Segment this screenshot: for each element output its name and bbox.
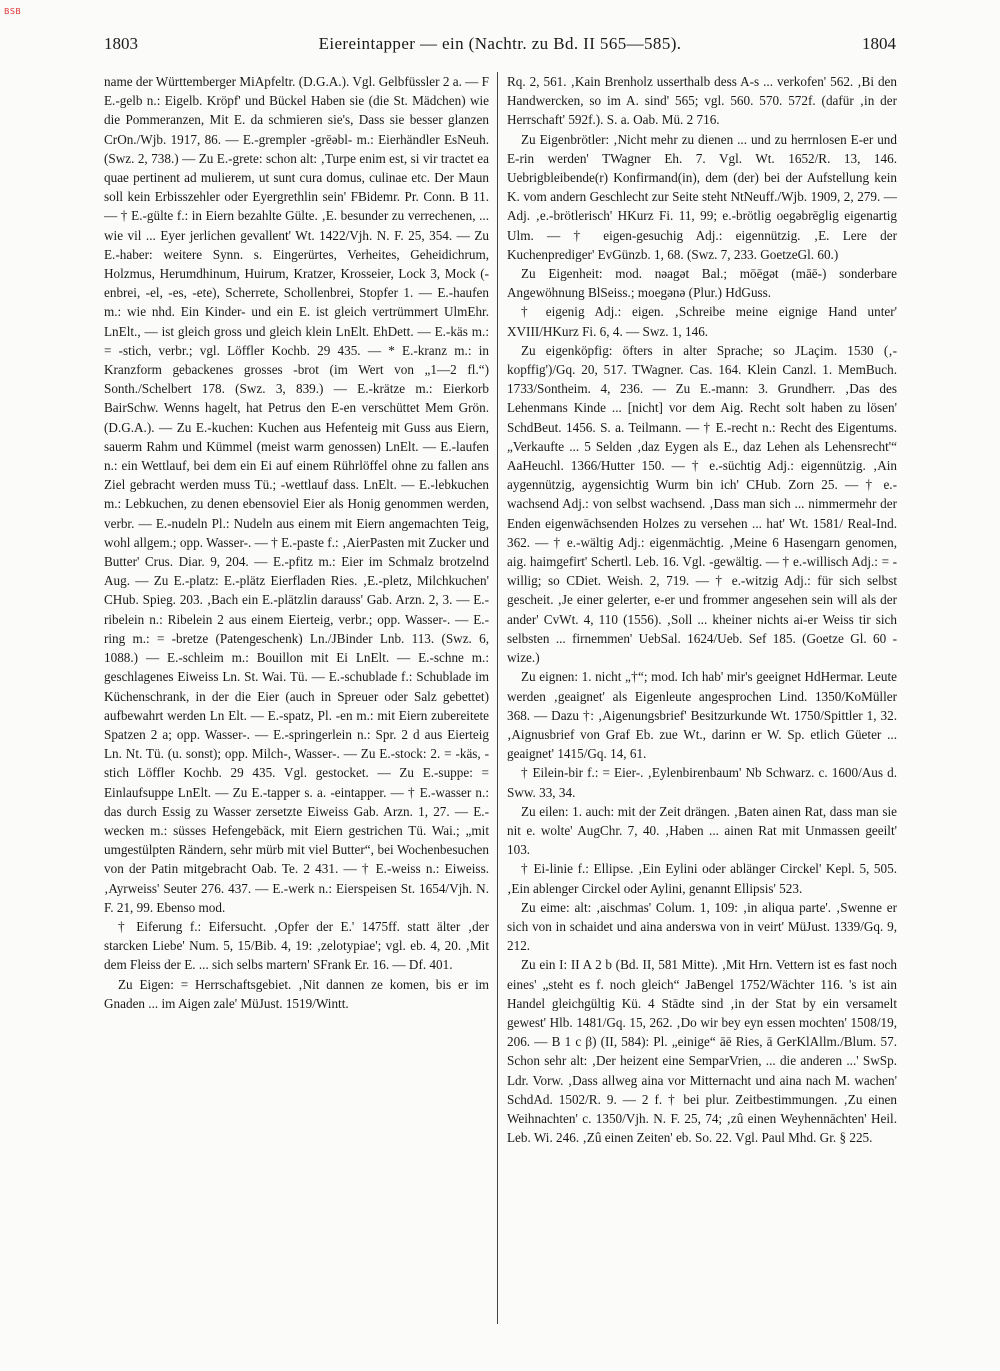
entry-paragraph: Rq. 2, 561. ‚Kain Brenholz usserthalb dess A-s ... verkofen' 562. ‚Bi den Handwercken, so im A. sind' 565; vgl. 560. 570. 572f. (dafür ‚in der Herrschaft' 592f.). S. a. Oab. Mü. 2 716.	[507, 74, 897, 128]
column-divider	[497, 72, 498, 1324]
entry-paragraph: Zu eime: alt: ‚aischmas' Colum. 1, 109: ‚in aliqua parte'. ‚Swenne er sich von in schaidet und aina anderswa von in veirt' MüJust. 1339/Gq. 9, 212.	[507, 899, 897, 954]
entry-paragraph: Zu eilen: 1. auch: mit der Zeit drängen. ‚Baten ainen Rat, dass man sie nit e. wolte' AugChr. 7, 40. ‚Haben ... ainen Rat mit Unmassen geeilt' 103.	[507, 803, 897, 858]
right-column	[507, 72, 897, 1332]
entry-paragraph: name der Württemberger MiApfeltr. (D.G.A.). Vgl. Gelbfüssler 2 a. — F E.-gelb n.: Eigelb. Kröpf' und Bückel Haben sie (die St. Mädchen) wie die Pommeranzen, Mit E. da schmieren sie's, Dass sie besser glanzen CrOn./Wjb. 1917, 86. — E.-grempler -grēəbl- m.: Eierhändler EsNeuh. (Swz. 2, 738.) — Zu E.-grete: schon alt: ‚Turpe enim est, si vir tractet ea quae pertinent ad mulierem, ut sunt cura domus, culinae etc. Der Maun soll kein Erbisszehler oder Eyergrethlin sein' FBidemr. Pr. Conn. B 11. — † E.-gülte f.: in Eiern bezahlte Gülte. ‚E. besunder zu verrechenen, ... wie vil ... Eyer jerlichen gevallent' Wt. 1422/Vjh. N. F. 25, 354. — Zu E.-haber: weitere Synn. s. Eingerürtes, Verheites, Geheidichrum, Holzmus, Herumdhinum, Huirum, Kratzer, Krosseier, Lock 3, Mock (-enbrei, -el, -es, -ete), Scherrete, Schollenbrei, Stopfer 1. — E.-haufen m.: wie nhd. Ein Kinder- und ein E. ist gleich vertrümmert UlmEhr. LnElt., — ist gleich gross und gleich klein LnElt. EhDett. — E.-käs m.: = -stich, verbr.; vgl. Löffler Kochb. 29 435. — * E.-kranz m.: in Kranzform gebackenes grosses -brot (im Wert von „1—2 fl.“) Sonth./Schelbert 178. (Swz. 3, 839.) — E.-krätze m.: Eierkorb BairSchw. Wenns hagelt, hat Petrus den E-en verschüttet Mem Grön. (D.G.A.). — Zu E.-kuchen: Kuchen aus Hefenteig mit Guss aus Eiern, sauerm Rahm und Kümmel (meist warm genossen) LnElt. — E.-laufen n.: ein Wettlauf, bei dem ein Ei auf einem Rührlöffel ohne zu fallen ans Ziel gebracht werden muss Tü.; -wettlauf dass. LnElt. — E.-lebkuchen m.: Lebkuchen, zu denen ebensoviel Eier als Honig genommen werden, verbr. — E.-nudeln Pl.: Nudeln aus einem mit Eiern angemachten Teig, wohl allgem.; opp. Wasser-. — † E.-paste f.: ‚AierPasten mit Zucker und Butter' Crus. Diar. 9, 204. — E.-pfitz m.: Eier im Schmalz brotzelnd Aug. — Zu E.-platz: E.-plätz Eierfladen Ries. ‚E.-pletz, Milchkuchen' CHub. Spieg. 203. ‚Bach ein E.-plätzlin darauss' Gab. Arzn. 2, 3. — E.-ribelein n.: Ribelein 2 aus einem Eierteig, verbr.; opp. Wasser-. — E.-ring m.: = -bretze (Patengeschenk) Ln./JBinder Lnb. 113. (Swz. 6, 1088.) — E.-schleim m.: Bouillon mit Ei LnElt. — E.-schne m.: geschlagenes Eiweiss Ln. St. Wai. Tü. — E.-schublade f.: Schublade im Küchenschrank, in der die Eier (auch in Spreuer oder Salz gebettet) aufbewahrt werden Ln Elt. — E.-spatz, Pl. -en m.: mit Eiern zubereitete Spatzen 2 a; opp. Wasser-. — E.-springerlein n.: Spr. 2 d aus Eierteig Ln. Nt. Tü. (u. sonst); opp. Milch-, Wasser-. — Zu E.-stock: 2. = -käs, -stich Löffler Kochb. 29 435. Vgl. gestocket. — Zu E.-suppe: = Einlaufsuppe LnElt. — Zu E.-tapper s. a. -eintapper. — † E.-wasser n.: das durch Essig zu Wasser zersetzte Eiweiss Gab. Arzn. 1, 27. — E.-wecken m.: süsses Hefengebäck, mit Eiern gestrichen Tü. Wai.; „mit umgestülpten Rändern, sehr mürb mit viel Butter“, bei Wochenbesuchen von der Patin mitgebracht Oab. Te. 2 431. — † E.-weiss n.: Eiweiss. ‚Ayrweiss' Seuter 276. 437. — E.-werk n.: Eierspeisen St. 1654/Vjh. N. F. 21, 99. Ebenso mod.	[104, 74, 489, 915]
page-number-right: 1804	[862, 34, 896, 53]
entry-paragraph: † Eilein-bir f.: = Eier-. ‚Eylenbirenbaum' Nb Schwarz. c. 1600/Aus d. Sww. 33, 34.	[507, 765, 897, 800]
entry-paragraph: † eigenig Adj.: eigen. ‚Schreibe meine eignige Hand unter' XVIII/HKurz Fi. 6, 4. — Swz. 1, 146.	[507, 304, 897, 339]
entry-paragraph: Zu Eigenbrötler: ‚Nicht mehr zu dienen ... und zu herrnlosen E-er und E-rin werden' TWagner Eh. 7. Vgl. Wt. 1652/R. 13, 146. Uebrigbleibende(r) Konfirmand(in), dem (der) bei der Aufstellung kein K. vom andern Geschlecht zur Seite steht NtNeuff./Wjb. 1909, 2, 279. — Adj. ‚e.-brötlerisch' HKurz Fi. 11, 99; e.-brötlig oegəbrēglig eigenartig Ulm. — † eigen-gesuchig Adj.: eigennützig. ‚E. Lere der Kuchenprediger' EvGünzb. 1, 68. (Swz. 7, 233. GoetzeGl. 60.)	[507, 131, 897, 262]
page-header	[104, 34, 896, 58]
running-title: Eiereintapper — ein (Nachtr. zu Bd. II 565—585).	[318, 34, 682, 53]
page-number-left: 1803	[104, 34, 138, 53]
entry-paragraph: Zu ein I: II A 2 b (Bd. II, 581 Mitte). ‚Mit Hrn. Vettern ist es fast noch eines' „steht es f. noch gleich“ JaBengel 1752/Wächter 116. 's ist ain Handel gleichgültig Kü. 4 Stādte sind ‚in der Stat by ein versamelt gewest' Hlb. 1481/Gq. 15, 262. ‚Do wir bey eyn essen mochten' 1508/19, 206. — B 1 c β) (II, 584): Pl. „einige“ āē Ries, ā GerKlAllm./Blum. 57. Schon sehr alt: ‚Der heizent eine SemparVrien, ... die anderen ...' SwSp. Ldr. Vorw. ‚Dass allweg aina vor Mitternacht und aina nach M. wachen' SchdAd. 1502/R. 9. — 2 f. † bei plur. Zeitbestimmungen. ‚Zu einen Weihnachten' c. 1350/Vjh. N. F. 25, 74; ‚zû einen Weyhennāchten' Heil. Leb. Wi. 246. ‚Zû einen Zeiten' eb. So. 22. Vgl. Paul Mhd. Gr. § 225.	[507, 957, 897, 1146]
entry-paragraph: † Eiferung f.: Eifersucht. ‚Opfer der E.' 1475ff. statt älter ‚der starcken Liebe' Num. 5, 15/Bib. 4, 19: ‚zelotypiae'; vgl. eb. 4, 20. ‚Mit dem Fleiss der E. ... sich selbs martern' SFrank Er. 16. — Df. 401.	[104, 918, 489, 973]
library-stamp: BSB	[4, 7, 22, 16]
entry-paragraph: Zu Eigenheit: mod. nəagət Bal.; mōēgət (māē-) sonderbare Angewöhnung BlSeiss.; moegənə (Plur.) HdGuss.	[507, 266, 897, 301]
entry-paragraph: Zu eigenköpfig: öfters in alter Sprache; so JLaçim. 1530 (‚-kopffig')/Gq. 20, 517. TWagner. Cas. 164. Klein Canzl. 1. MemBuch. 1733/Sontheim. 4, 236. — Zu E.-mann: 3. Grundherr. ‚Das des Lehenmans Kinde ... [nicht] vor dem Aig. Recht solt haben zu lösen' SchdBeut. 1456. S. a. Teilmann. — † E.-recht n.: Recht des Eigentums. „Verkaufte ... 5 Selden ‚daz Eygen als E., daz Lehen als Lehensrecht'“ AaHeuchl. 1366/Hutter 150. — † e.-süchtig Adj.: eigennützig. ‚Ain aygennützig, aygensichtig Wurm bin ich' CHub. Zorn 25. — † e.-wachsend Adj.: von selbst wachsend. ‚Dass man sich ... nimmermehr der Enden eigenwāchsenden Holzes zu versehen ... hat' Wt. 1581/ Real-Ind. 362. — † e.-wältig Adj.: eigenmächtig. ‚Meine 6 Hasengarn genomen, aig. haimgefirt' Schertl. Leb. 16. Vgl. -gewältig. — † e.-willisch Adj.: = -willig; so CDiet. Weish. 2, 719. — † e.-witzig Adj.: für sich selbst gescheit. ‚Je einer gelerter, e-er und frommer angesehen sein will als der ander' CvWt. 4, 110 (1556). ‚Soll ... kheiner nichts ai-er Weiss tir sich selbsten ... firnemmen' UebSal. 1624/Ueb. Sef 185. (Goetze Gl. 60 -wize.)	[507, 342, 897, 666]
entry-paragraph: Zu Eigen: = Herrschaftsgebiet. ‚Nit dannen ze komen, bis er im Gnaden ... im Aigen zale' MüJust. 1519/Wintt.	[104, 976, 489, 1011]
entry-paragraph: † Ei-linie f.: Ellipse. ‚Ein Eylini oder ablänger Circkel' Kepl. 5, 505. ‚Ein ablenger Circkel oder Aylini, genannt Ellipsis' 523.	[507, 861, 897, 896]
left-column	[104, 72, 489, 1332]
entry-paragraph: Zu eignen: 1. nicht „†“; mod. Ich hab' mir's geeignet HdHermar. Leute werden ‚geaignet' als Eigenleute angesprochen Lind. 1350/KoMüller 368. — Dazu †: ‚Aigenungsbrief' Besitzurkunde Wt. 1750/Spittler 1, 32. ‚Aignusbrief von Graf Eb. zue Wt., darinn er W. Sp. etlich Güeter ... geaignet' 1415/Gq. 14, 61.	[507, 669, 897, 762]
